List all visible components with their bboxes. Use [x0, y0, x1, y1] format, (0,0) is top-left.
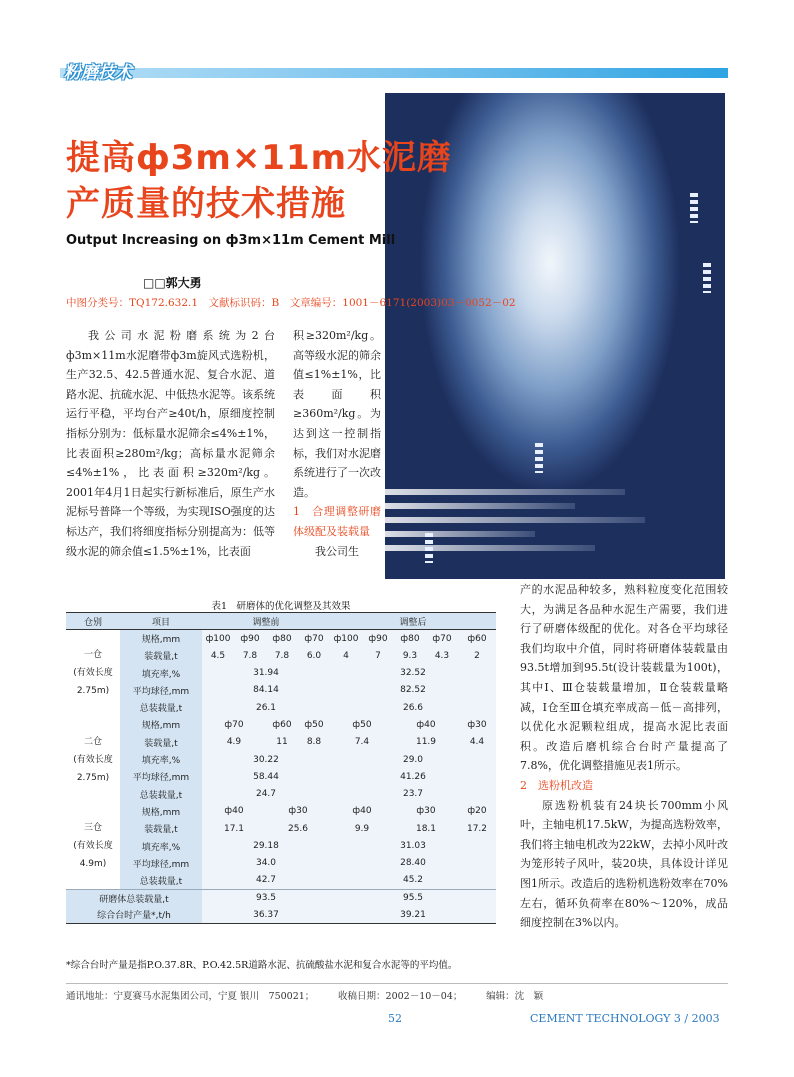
table-caption: 表1 研磨体的优化调整及其效果: [211, 601, 351, 612]
classification-line: 中图分类号：TQ172.632.1 文献标识码：B 文章编号：1001－6171(2003)03－0052－02: [66, 297, 516, 309]
table-cell: 4.5: [202, 647, 234, 664]
header-band: [60, 68, 728, 78]
table-cell: 9.9: [330, 820, 394, 837]
table-cell: 填充率,%: [120, 837, 202, 854]
table-row: [66, 889, 496, 906]
table-cell: 规格,mm: [120, 630, 202, 647]
table-cell: 25.6: [266, 820, 330, 837]
table-cell: 93.5: [202, 889, 330, 906]
english-title: Output Increasing on ф3m×11m Cement Mill: [66, 233, 396, 248]
table-cell: ф40: [394, 716, 458, 733]
bin-cell: 三仓 (有效长度 4.9m): [66, 803, 120, 889]
section-category: 粉磨技术: [64, 63, 132, 83]
table-cell: 8.8: [298, 734, 330, 751]
table-cell: ф50: [298, 716, 330, 733]
bin-cell: 二仓 (有效长度 2.75m): [66, 716, 120, 802]
table-cell: 45.2: [330, 872, 496, 889]
table-row: [66, 716, 496, 733]
paragraph: 我公司水泥粉磨系统为2台ф3m×11m水泥磨带ф3m旋风式选粉机，生产32.5、42.5普通水泥、复合水泥、道路水泥、抗硫水泥、中低热水泥等。该系统运行平稳，平均台产≥40t/h，原细度控制指标分别为：低标量水泥筛余≤4%±1%，比表面积≥280m²/kg；高标量水泥筛余≤4%±1%，比表面积≥320m²/kg。2001年4月1日起实行新标准后，原生产水泥标号普降一个等级，为实现ISO强度的达标达产，我们将细度指标分别提高为：低等级水泥的筛余值≤1.5%±1%，比表面: [66, 329, 275, 558]
table-cell: 36.37: [202, 907, 330, 924]
table-footnote: *综合台时产量是指P.O.37.8R、P.O.42.5R道路水泥、抗硫酸盐水泥和复合水泥等的平均值。: [66, 960, 458, 971]
table-cell: 42.7: [202, 872, 330, 889]
paragraph: 原选粉机装有24块长700mm小风叶，主轴电机17.5kW，为提高选粉效率，我们将主轴电机改为22kW，去掉小风叶改为笼形转子风叶，装20块，具体设计详见图1所示。改造后的选粉机选粉效率在70%左右，循环负荷率在80%～120%，成品细度控制在3%以内。: [520, 798, 728, 930]
media-table: [66, 612, 496, 924]
table-cell: 82.52: [330, 682, 496, 699]
table-header-row: [66, 613, 496, 630]
page-number: 52: [388, 1012, 402, 1025]
paragraph: 我公司生: [315, 544, 359, 558]
footer-divider: [66, 983, 728, 984]
table-cell: 综合台时产量*,t/h: [66, 907, 202, 924]
table-cell: ф30: [458, 716, 496, 733]
table-cell: 31.03: [330, 837, 496, 854]
table-cell: ф30: [394, 803, 458, 820]
table-cell: ф80: [266, 630, 298, 647]
table-cell: ф100: [202, 630, 234, 647]
table-row: [66, 872, 496, 889]
table-cell: 11.9: [394, 734, 458, 751]
table-cell: 7.8: [266, 647, 298, 664]
table-cell: 总装载量,t: [120, 699, 202, 716]
body-column-3: [520, 580, 728, 933]
table-cell: 平均球径,mm: [120, 682, 202, 699]
table-cell: 58.44: [202, 768, 330, 785]
table-cell: ф70: [426, 630, 458, 647]
table-row: [66, 699, 496, 716]
table-row: [66, 630, 496, 647]
table-cell: ф80: [394, 630, 426, 647]
table-cell: 29.0: [330, 751, 496, 768]
table-cell: 总装载量,t: [120, 785, 202, 802]
table-cell: 装载量,t: [120, 734, 202, 751]
table-cell: 84.14: [202, 682, 330, 699]
table-cell: 23.7: [330, 785, 496, 802]
paragraph: 积≥320m²/kg。高等级水泥的筛余值≤1%±1%，比表面积≥360m²/kg。为达到这一控制指标，我们对水泥磨系统进行了一次改造。: [293, 329, 381, 499]
body-column-1: [66, 326, 275, 561]
title-line-1: 提高ф3m×11m水泥磨: [66, 138, 453, 178]
table-row: [66, 664, 496, 681]
table-cell: 7.4: [330, 734, 394, 751]
author: □□郭大勇: [143, 276, 202, 290]
table-cell: 填充率,%: [120, 751, 202, 768]
table-row: [66, 803, 496, 820]
table-cell: 41.26: [330, 768, 496, 785]
table-cell: 平均球径,mm: [120, 768, 202, 785]
table-cell: 9.3: [394, 647, 426, 664]
table-row: [66, 907, 496, 924]
table-cell: ф60: [266, 716, 298, 733]
bin-cell: 一仓 (有效长度 2.75m): [66, 630, 120, 716]
table-cell: 30.22: [202, 751, 330, 768]
header-after: 调整后: [330, 613, 496, 630]
table-cell: 31.94: [202, 664, 330, 681]
table-cell: 填充率,%: [120, 664, 202, 681]
table-cell: 24.7: [202, 785, 330, 802]
table-cell: ф20: [458, 803, 496, 820]
table-cell: ф70: [202, 716, 266, 733]
article-title: [66, 135, 486, 227]
table-row: [66, 647, 496, 664]
table-cell: 95.5: [330, 889, 496, 906]
header-before: 调整前: [202, 613, 330, 630]
footer-info: 通讯地址：宁夏赛马水泥集团公司，宁夏 银川 750021； 收稿日期：2002－10－04； 编辑：沈 颖: [66, 991, 544, 1002]
table-cell: 39.21: [330, 907, 496, 924]
table-cell: 34.0: [202, 855, 330, 872]
section-heading-1: 1 合理调整研磨体级配及装载量: [293, 505, 381, 538]
table-cell: 4.4: [458, 734, 496, 751]
table-cell: 7: [362, 647, 394, 664]
table-cell: 26.1: [202, 699, 330, 716]
table-cell: 4: [330, 647, 362, 664]
journal-name: CEMENT TECHNOLOGY 3 / 2003: [530, 1012, 720, 1025]
table-cell: 17.1: [202, 820, 266, 837]
table-cell: ф90: [362, 630, 394, 647]
table-cell: 17.2: [458, 820, 496, 837]
section-heading-2: 2 选粉机改造: [520, 778, 593, 792]
table-cell: 29.18: [202, 837, 330, 854]
table-cell: 6.0: [298, 647, 330, 664]
table-cell: 规格,mm: [120, 803, 202, 820]
table-cell: ф40: [202, 803, 266, 820]
table-cell: 28.40: [330, 855, 496, 872]
table-cell: 11: [266, 734, 298, 751]
table-cell: 研磨体总装载量,t: [66, 889, 202, 906]
table-cell: ф90: [234, 630, 266, 647]
table-cell: 4.9: [202, 734, 266, 751]
table-row: [66, 820, 496, 837]
table-cell: 总装载量,t: [120, 872, 202, 889]
table-cell: 4.3: [426, 647, 458, 664]
table-cell: 装载量,t: [120, 820, 202, 837]
table-row: [66, 751, 496, 768]
table-cell: ф100: [330, 630, 362, 647]
table-row: [66, 682, 496, 699]
table-row: [66, 734, 496, 751]
table-row: [66, 837, 496, 854]
table-cell: ф30: [266, 803, 330, 820]
table-cell: ф50: [330, 716, 394, 733]
paragraph: 产的水泥品种较多，熟料粒度变化范围较大，为满足各品种水泥生产需要，我们进行了研磨体级配的优化。对各仓平均球径我们均取中介值，同时将研磨体装载量由93.5t增加到95.5t(设计装载量为100t)，其中Ⅰ、Ⅲ仓装载量增加，Ⅱ仓装载量略减，Ⅰ仓至Ⅲ仓填充率成高－低－高排列，以优化水泥颗粒组成，提高水泥比表面积。改造后磨机综合台时产量提高了7.8%，优化调整措施见表1所示。: [520, 583, 728, 773]
table-row: [66, 785, 496, 802]
header-item: 项目: [120, 613, 202, 630]
table-cell: 26.6: [330, 699, 496, 716]
table-cell: 平均球径,mm: [120, 855, 202, 872]
body-column-2: [293, 326, 381, 561]
table-cell: 18.1: [394, 820, 458, 837]
table-cell: ф70: [298, 630, 330, 647]
table-cell: ф40: [330, 803, 394, 820]
title-line-2: 产质量的技术措施: [66, 184, 346, 224]
table-cell: 装载量,t: [120, 647, 202, 664]
table-cell: 7.8: [234, 647, 266, 664]
table-row: [66, 855, 496, 872]
table-cell: ф60: [458, 630, 496, 647]
table-row: [66, 768, 496, 785]
table-cell: 32.52: [330, 664, 496, 681]
table-cell: 2: [458, 647, 496, 664]
table-cell: 规格,mm: [120, 716, 202, 733]
header-bin: 仓别: [66, 613, 120, 630]
